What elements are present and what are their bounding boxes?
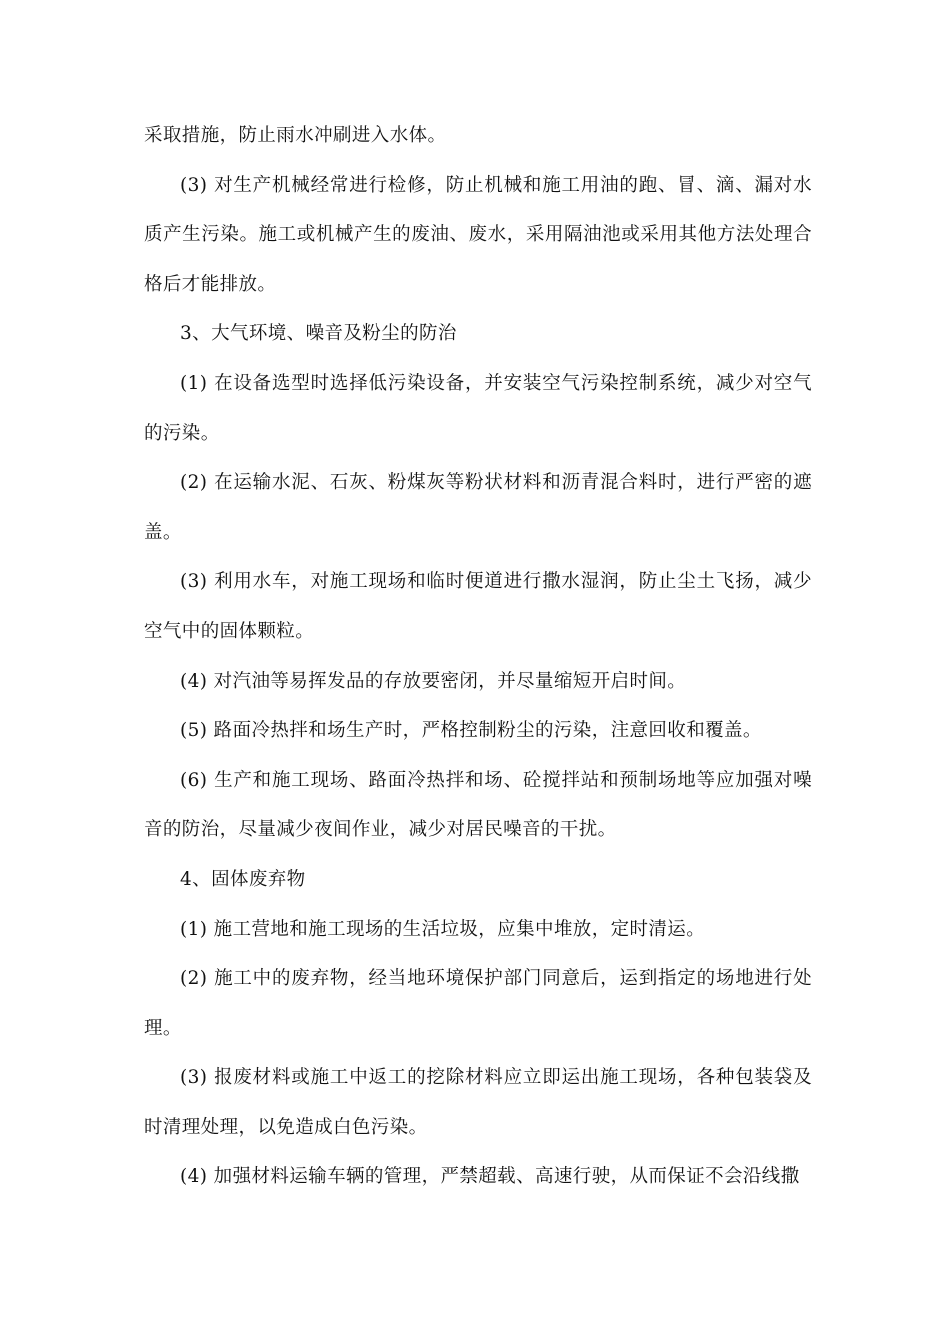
paragraph-volatile-storage: (4) 对汽油等易挥发品的存放要密闭，并尽量缩短开启时间。: [180, 670, 687, 692]
paragraph-machinery-maintenance: (3) 对生产机械经常进行检修，防止机械和施工用油的跑、冒、滴、漏对水质产生污染。施工或机械产生的废油、废水，采用隔油池或采用其他方法处理合格后才能排放。: [144, 174, 812, 295]
paragraph-low-pollution-equipment: (1) 在设备选型时选择低污染设备，并安装空气污染控制系统，减少对空气的污染。: [144, 372, 812, 444]
section-heading-air-noise-dust: 3、大气环境、噪音及粉尘的防治: [180, 323, 457, 345]
document-body: [144, 111, 812, 1202]
paragraph-powder-transport-cover: (2) 在运输水泥、石灰、粉煤灰等粉状材料和沥青混合料时，进行严密的遮盖。: [144, 472, 812, 543]
paragraph-mixing-plant-dust: (5) 路面冷热拌和场生产时，严格控制粉尘的污染，注意回收和覆盖。: [180, 720, 762, 742]
paragraph-vehicle-management: (4) 加强材料运输车辆的管理，严禁超载、高速行驶，从而保证不会沿线撒: [180, 1166, 800, 1188]
paragraph-rain-runoff: 采取措施，防止雨水冲刷进入水体。: [144, 125, 447, 146]
paragraph-domestic-garbage: (1) 施工营地和施工现场的生活垃圾，应集中堆放，定时清运。: [180, 918, 706, 940]
paragraph-construction-waste: (2) 施工中的废弃物，经当地环境保护部门同意后，运到指定的场地进行处理。: [144, 968, 812, 1039]
paragraph-scrap-materials: (3) 报废材料或施工中返工的挖除材料应立即运出施工现场，各种包装袋及时清理处理，以免造成白色污染。: [144, 1067, 812, 1138]
section-heading-solid-waste: 4、固体废弃物: [180, 868, 306, 890]
paragraph-noise-prevention: (6) 生产和施工现场、路面冷热拌和场、砼搅拌站和预制场地等应加强对噪音的防治，尽量减少夜间作业，减少对居民噪音的干扰。: [144, 769, 812, 841]
paragraph-water-truck-spray: (3) 利用水车，对施工现场和临时便道进行撒水湿润，防止尘土飞扬，减少空气中的固体颗粒。: [144, 571, 812, 642]
